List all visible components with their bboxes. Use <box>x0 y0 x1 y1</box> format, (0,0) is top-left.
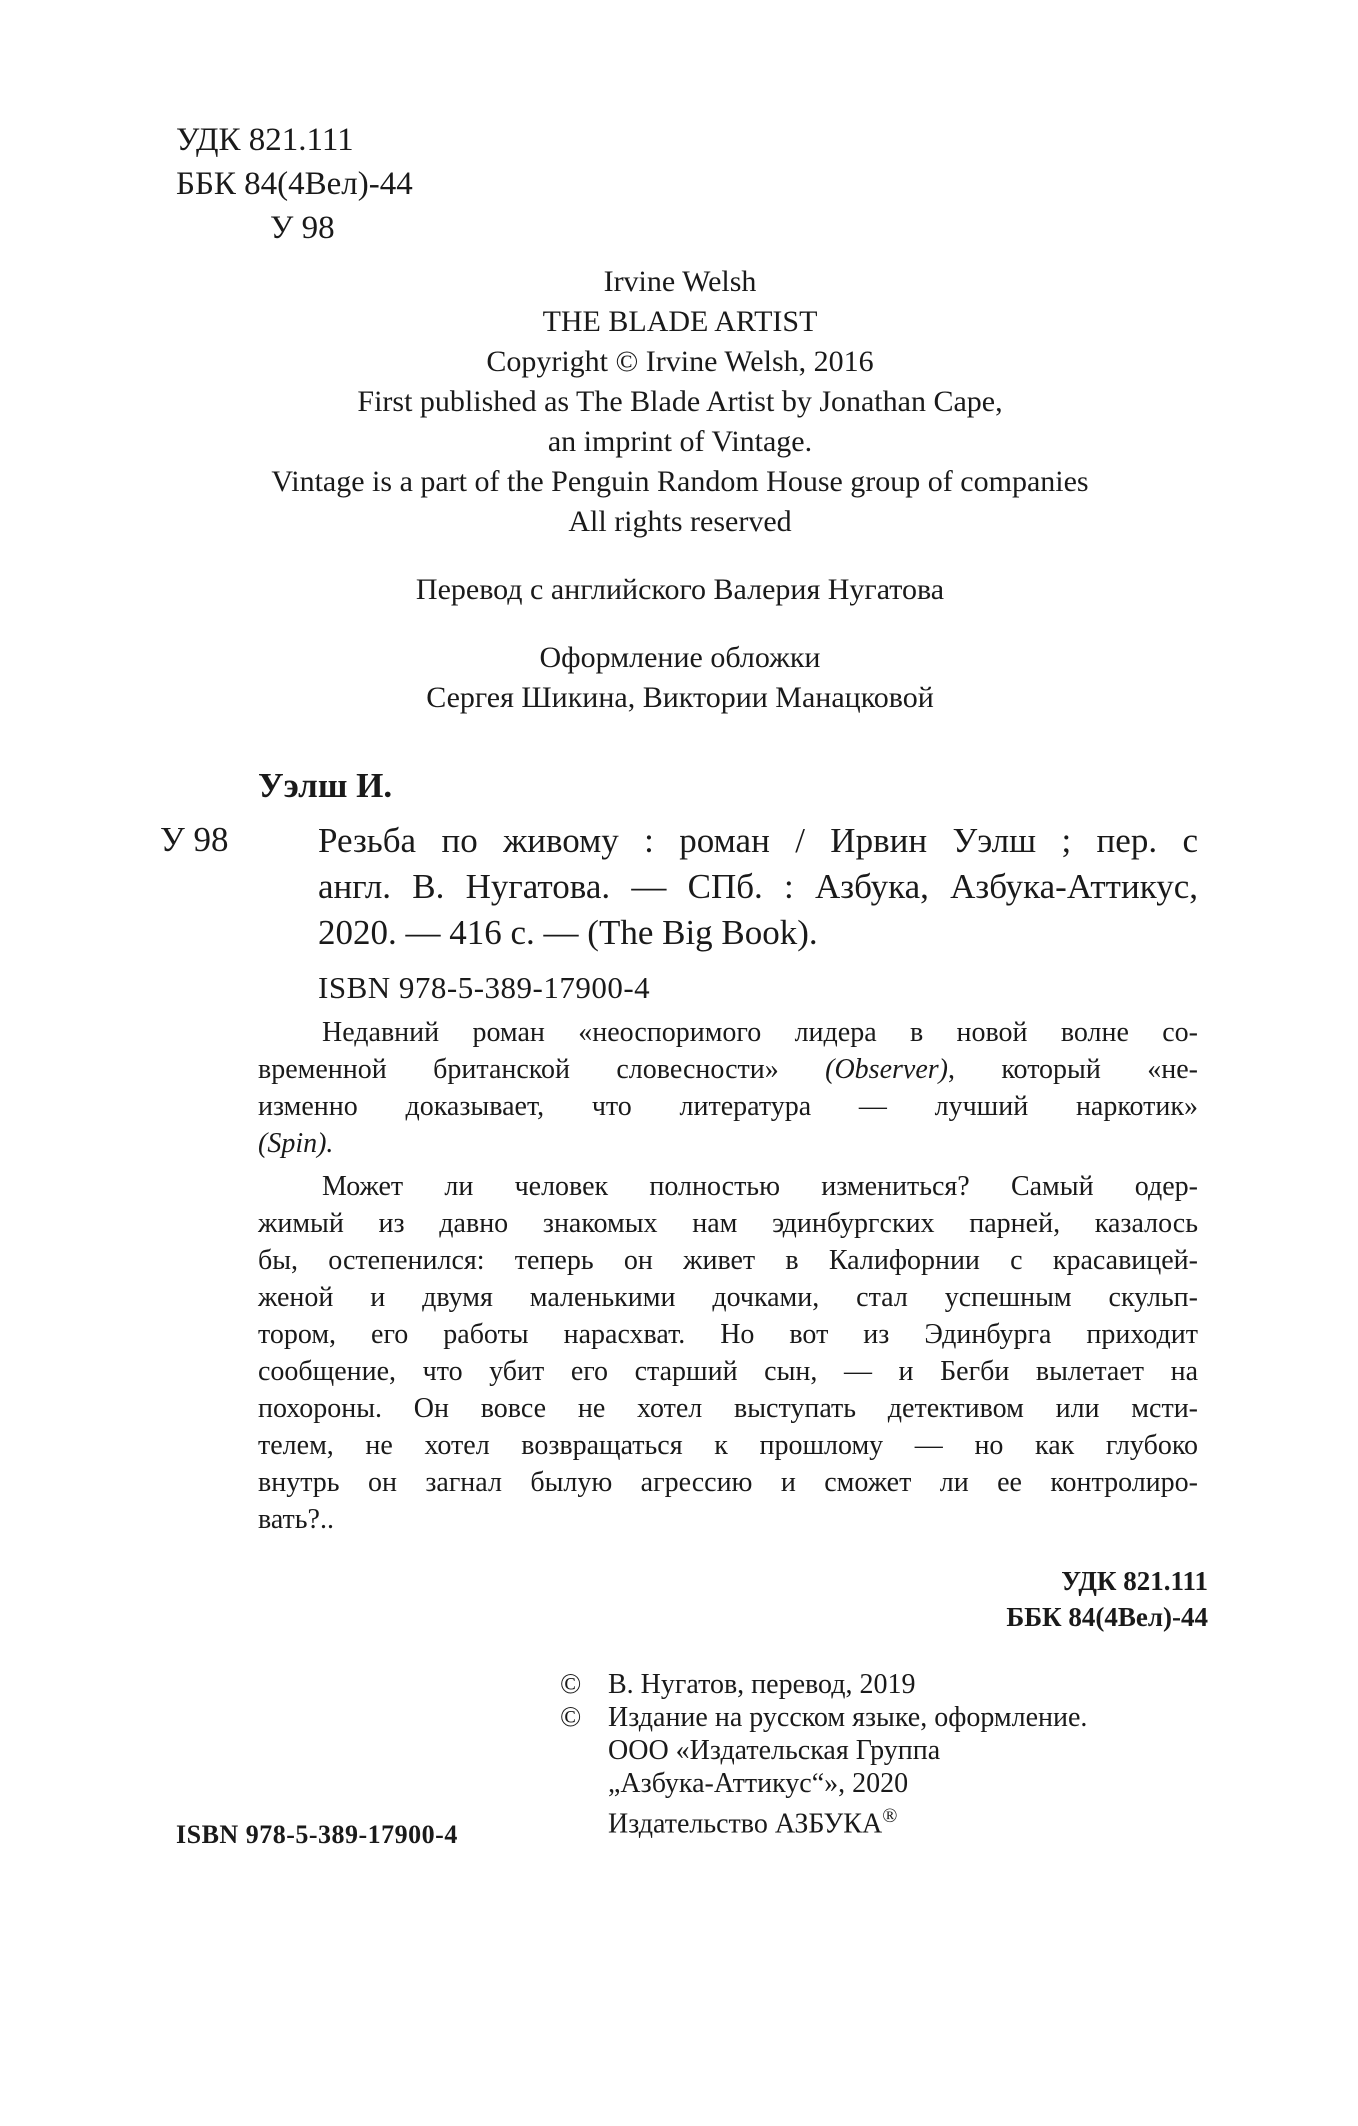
original-group: Vintage is a part of the Penguin Random House group of companies <box>271 465 1089 498</box>
entry-isbn: ISBN 978-5-389-17900-4 <box>318 970 651 1005</box>
rights-row-publisher-1 <box>560 1734 1087 1767</box>
entry-author-mark: У 98 <box>160 820 229 859</box>
rights-row-publisher-3 <box>560 1800 1087 1840</box>
rights-publisher-group: ООО «Издательская Группа <box>608 1735 941 1766</box>
annotation-line: похороны. Он вовсе не хотел выступать детективом или мсти- <box>258 1393 1198 1424</box>
original-author: Irvine Welsh <box>603 265 757 298</box>
author-mark-header: У 98 <box>270 210 335 246</box>
registered-mark: ® <box>882 1805 898 1827</box>
biblio-line: Резьба по живому : роман / Ирвин Уэлш ; пер. с <box>318 821 1198 860</box>
original-imprint: an imprint of Vintage. <box>547 425 813 458</box>
annotation-line: жимый из давно знакомых нам эдинбургских парней, казалось <box>258 1208 1198 1239</box>
rights-indent <box>560 1800 608 1840</box>
annotation-line: временной британской словесности» (Observer), который «не- <box>258 1054 1198 1085</box>
rights-row-publisher-2 <box>560 1767 1087 1800</box>
rights-row-translation <box>560 1668 1087 1701</box>
annotation-line: телем, не хотел возвращаться к прошлому — но как глубоко <box>258 1430 1198 1461</box>
annotation-line: Недавний роман «неоспоримого лидера в новой волне со- <box>322 1017 1198 1048</box>
udk-code-footer: УДК 821.111 <box>1061 1566 1208 1596</box>
annotation-line: (Spin). <box>258 1128 334 1159</box>
cover-design-label: Оформление обложки <box>539 641 821 674</box>
copyright-symbol: © <box>560 1702 582 1733</box>
rights-publishing-house: Издательство АЗБУКА <box>608 1808 883 1840</box>
biblio-line: англ. В. Нугатова. — СПб. : Азбука, Азбука-Аттикус, <box>318 867 1198 906</box>
isbn-footer: ISBN 978-5-389-17900-4 <box>176 1820 458 1849</box>
rights-indent <box>560 1767 608 1800</box>
annotation-line: внутрь он загнал былую агрессию и сможет ли ее контролиро- <box>258 1467 1198 1498</box>
annotation-line: тором, его работы нарасхват. Но вот из Эдинбурга приходит <box>258 1319 1198 1350</box>
biblio-line: 2020. — 416 с. — (The Big Book). <box>318 913 818 952</box>
annotation-line: сообщение, что убит его старший сын, — и Бегби вылетает на <box>258 1356 1198 1387</box>
rights-notices <box>560 1668 1087 1840</box>
cover-designers: Сергея Шикина, Виктории Манацковой <box>426 681 934 714</box>
classification-codes-footer <box>948 1563 1208 1635</box>
rights-indent <box>560 1734 608 1767</box>
rights-publisher-name: „Азбука-Аттикус“», 2020 <box>608 1768 909 1799</box>
entry-author-heading: Уэлш И. <box>258 766 393 805</box>
bbk-code-footer: ББК 84(4Вел)-44 <box>1006 1602 1208 1632</box>
bibliographic-description <box>318 818 1198 956</box>
bbk-code-header: ББК 84(4Вел)-44 <box>176 166 413 202</box>
udk-code-header: УДК 821.111 <box>176 122 354 158</box>
original-edition-block <box>130 262 1230 542</box>
translation-credit: Перевод с английского Валерия Нугатова <box>415 573 945 606</box>
copyright-symbol: © <box>560 1669 582 1700</box>
source-observer: (Observer) <box>825 1054 948 1085</box>
original-copyright: Copyright © Irvine Welsh, 2016 <box>486 345 874 378</box>
original-title: THE BLADE ARTIST <box>542 305 818 338</box>
annotation-paragraph-1 <box>258 1014 1198 1162</box>
original-published: First published as The Blade Artist by Jonathan Cape, <box>357 385 1003 418</box>
annotation-paragraph-2 <box>258 1168 1198 1538</box>
annotation-line: изменно доказывает, что литература — лучший наркотик» <box>258 1091 1198 1122</box>
annotation-line: женой и двумя маленькими дочками, стал успешным скульп- <box>258 1282 1198 1313</box>
rights-edition: Издание на русском языке, оформление. <box>608 1702 1088 1733</box>
rights-translation: В. Нугатов, перевод, 2019 <box>608 1669 916 1700</box>
annotation-line: вать?.. <box>258 1504 334 1535</box>
annotation-line: Может ли человек полностью измениться? Самый одер- <box>322 1171 1198 1202</box>
rights-row-edition <box>560 1701 1087 1734</box>
annotation-line: бы, остепенился: теперь он живет в Калифорнии с красавицей- <box>258 1245 1198 1276</box>
original-rights: All rights reserved <box>568 505 792 538</box>
